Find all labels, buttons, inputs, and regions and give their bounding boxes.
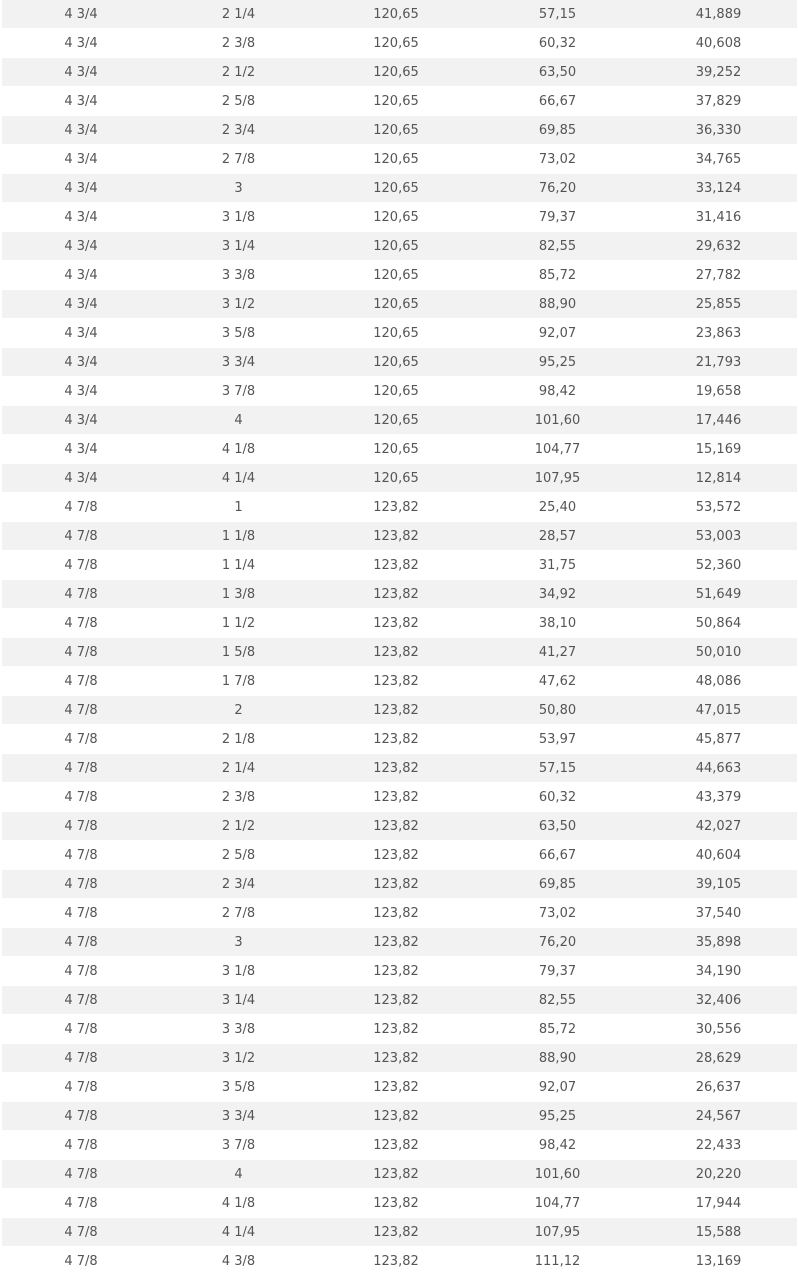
table-cell: 30,556 xyxy=(640,1015,797,1044)
table-cell: 4 3/4 xyxy=(2,174,160,203)
table-row xyxy=(2,1160,797,1189)
table-row xyxy=(2,319,797,348)
table-cell: 35,898 xyxy=(640,928,797,957)
table-cell: 15,588 xyxy=(640,1218,797,1247)
table-cell: 53,572 xyxy=(640,493,797,522)
table-cell: 76,20 xyxy=(475,174,640,203)
table-cell: 73,02 xyxy=(475,899,640,928)
table-cell: 53,97 xyxy=(475,725,640,754)
table-cell: 21,793 xyxy=(640,348,797,377)
table-row xyxy=(2,870,797,899)
table-cell: 4 7/8 xyxy=(2,841,160,870)
table-cell: 120,65 xyxy=(317,435,475,464)
table-row xyxy=(2,580,797,609)
table-cell: 2 3/4 xyxy=(160,116,317,145)
table-cell: 27,782 xyxy=(640,261,797,290)
table-cell: 4 3/4 xyxy=(2,464,160,493)
table-cell: 120,65 xyxy=(317,58,475,87)
table-cell: 79,37 xyxy=(475,203,640,232)
table-cell: 50,864 xyxy=(640,609,797,638)
table-cell: 73,02 xyxy=(475,145,640,174)
table-row xyxy=(2,1247,797,1276)
table-cell: 40,608 xyxy=(640,29,797,58)
table-cell: 25,40 xyxy=(475,493,640,522)
table-cell: 63,50 xyxy=(475,812,640,841)
table-cell: 2 1/8 xyxy=(160,725,317,754)
table-cell: 28,629 xyxy=(640,1044,797,1073)
table-cell: 123,82 xyxy=(317,725,475,754)
table-cell: 101,60 xyxy=(475,406,640,435)
table-row xyxy=(2,841,797,870)
table-cell: 123,82 xyxy=(317,928,475,957)
table-cell: 1 1/2 xyxy=(160,609,317,638)
table-row xyxy=(2,116,797,145)
table-cell: 88,90 xyxy=(475,290,640,319)
table-cell: 4 3/4 xyxy=(2,406,160,435)
table-cell: 123,82 xyxy=(317,1160,475,1189)
table-cell: 34,765 xyxy=(640,145,797,174)
table-row xyxy=(2,725,797,754)
table-cell: 4 1/8 xyxy=(160,1189,317,1218)
table-cell: 82,55 xyxy=(475,232,640,261)
table-cell: 123,82 xyxy=(317,667,475,696)
table-cell: 3 5/8 xyxy=(160,319,317,348)
table-cell: 3 3/4 xyxy=(160,1102,317,1131)
table-cell: 12,814 xyxy=(640,464,797,493)
table-cell: 4 3/4 xyxy=(2,58,160,87)
table-cell: 4 3/4 xyxy=(2,29,160,58)
table-cell: 29,632 xyxy=(640,232,797,261)
table-cell: 34,92 xyxy=(475,580,640,609)
table-row xyxy=(2,928,797,957)
table-cell: 4 3/4 xyxy=(2,435,160,464)
table-row xyxy=(2,754,797,783)
table-cell: 47,015 xyxy=(640,696,797,725)
table-cell: 40,604 xyxy=(640,841,797,870)
table-cell: 17,446 xyxy=(640,406,797,435)
table-cell: 120,65 xyxy=(317,348,475,377)
table-cell: 4 3/4 xyxy=(2,261,160,290)
table-cell: 2 1/2 xyxy=(160,812,317,841)
table-row xyxy=(2,58,797,87)
table-cell: 34,190 xyxy=(640,957,797,986)
table-cell: 4 7/8 xyxy=(2,725,160,754)
table-cell: 85,72 xyxy=(475,261,640,290)
table-cell: 4 3/4 xyxy=(2,0,160,29)
table-row xyxy=(2,232,797,261)
table-cell: 45,877 xyxy=(640,725,797,754)
table-cell: 4 7/8 xyxy=(2,696,160,725)
table-cell: 120,65 xyxy=(317,174,475,203)
table-cell: 3 1/8 xyxy=(160,957,317,986)
table-row xyxy=(2,1102,797,1131)
table-cell: 24,567 xyxy=(640,1102,797,1131)
table-cell: 4 7/8 xyxy=(2,1160,160,1189)
table-cell: 33,124 xyxy=(640,174,797,203)
table-cell: 120,65 xyxy=(317,116,475,145)
table-cell: 123,82 xyxy=(317,899,475,928)
table-cell: 123,82 xyxy=(317,1073,475,1102)
table-cell: 4 7/8 xyxy=(2,638,160,667)
table-cell: 4 1/4 xyxy=(160,464,317,493)
table-cell: 4 7/8 xyxy=(2,1189,160,1218)
table-cell: 123,82 xyxy=(317,841,475,870)
table-row xyxy=(2,145,797,174)
table-cell: 4 3/4 xyxy=(2,232,160,261)
table-cell: 4 1/4 xyxy=(160,1218,317,1247)
table-cell: 4 3/8 xyxy=(160,1247,317,1276)
table-cell: 66,67 xyxy=(475,841,640,870)
table-cell: 4 7/8 xyxy=(2,1218,160,1247)
table-cell: 107,95 xyxy=(475,1218,640,1247)
table-cell: 120,65 xyxy=(317,87,475,116)
table-row xyxy=(2,638,797,667)
table-cell: 120,65 xyxy=(317,406,475,435)
table-cell: 3 7/8 xyxy=(160,1131,317,1160)
table-cell: 4 7/8 xyxy=(2,986,160,1015)
table-row xyxy=(2,667,797,696)
table-cell: 50,010 xyxy=(640,638,797,667)
table-row xyxy=(2,435,797,464)
table-cell: 4 3/4 xyxy=(2,319,160,348)
table-cell: 123,82 xyxy=(317,812,475,841)
table-cell: 2 3/8 xyxy=(160,29,317,58)
table-cell: 2 3/8 xyxy=(160,783,317,812)
table-cell: 2 xyxy=(160,696,317,725)
table-cell: 39,252 xyxy=(640,58,797,87)
table-row xyxy=(2,87,797,116)
table-cell: 123,82 xyxy=(317,1218,475,1247)
table-cell: 51,649 xyxy=(640,580,797,609)
table-cell: 3 xyxy=(160,174,317,203)
table-cell: 123,82 xyxy=(317,1102,475,1131)
table-cell: 66,67 xyxy=(475,87,640,116)
table-cell: 98,42 xyxy=(475,1131,640,1160)
table-cell: 4 7/8 xyxy=(2,609,160,638)
table-row xyxy=(2,203,797,232)
table-cell: 4 7/8 xyxy=(2,1102,160,1131)
table-cell: 4 7/8 xyxy=(2,1015,160,1044)
table-cell: 4 7/8 xyxy=(2,667,160,696)
table-cell: 1 7/8 xyxy=(160,667,317,696)
table-row xyxy=(2,29,797,58)
table-cell: 60,32 xyxy=(475,29,640,58)
table-row xyxy=(2,406,797,435)
table-cell: 37,829 xyxy=(640,87,797,116)
table-row xyxy=(2,609,797,638)
table-cell: 4 3/4 xyxy=(2,377,160,406)
table-cell: 123,82 xyxy=(317,551,475,580)
table-cell: 4 3/4 xyxy=(2,348,160,377)
table-cell: 13,169 xyxy=(640,1247,797,1276)
table-cell: 44,663 xyxy=(640,754,797,783)
table-cell: 4 3/4 xyxy=(2,116,160,145)
table-row xyxy=(2,261,797,290)
table-cell: 52,360 xyxy=(640,551,797,580)
table-cell: 120,65 xyxy=(317,0,475,29)
table-cell: 4 xyxy=(160,406,317,435)
table-row xyxy=(2,696,797,725)
table-cell: 123,82 xyxy=(317,986,475,1015)
table-cell: 3 3/4 xyxy=(160,348,317,377)
table-cell: 123,82 xyxy=(317,1044,475,1073)
table-cell: 23,863 xyxy=(640,319,797,348)
table-cell: 69,85 xyxy=(475,870,640,899)
table-cell: 4 3/4 xyxy=(2,145,160,174)
table-cell: 85,72 xyxy=(475,1015,640,1044)
table-cell: 4 7/8 xyxy=(2,783,160,812)
table-row xyxy=(2,1044,797,1073)
table-cell: 43,379 xyxy=(640,783,797,812)
table-cell: 4 7/8 xyxy=(2,1073,160,1102)
table-cell: 3 5/8 xyxy=(160,1073,317,1102)
table-row xyxy=(2,493,797,522)
table-row xyxy=(2,377,797,406)
table-cell: 22,433 xyxy=(640,1131,797,1160)
table-cell: 123,82 xyxy=(317,754,475,783)
table-cell: 4 7/8 xyxy=(2,899,160,928)
table-cell: 3 1/8 xyxy=(160,203,317,232)
table-cell: 4 7/8 xyxy=(2,493,160,522)
table-cell: 98,42 xyxy=(475,377,640,406)
table-cell: 4 xyxy=(160,1160,317,1189)
table-cell: 3 xyxy=(160,928,317,957)
table-cell: 2 7/8 xyxy=(160,899,317,928)
table-cell: 4 7/8 xyxy=(2,754,160,783)
table-cell: 4 1/8 xyxy=(160,435,317,464)
table-cell: 31,75 xyxy=(475,551,640,580)
table-cell: 111,12 xyxy=(475,1247,640,1276)
table-cell: 4 7/8 xyxy=(2,812,160,841)
table-cell: 120,65 xyxy=(317,29,475,58)
table-cell: 123,82 xyxy=(317,1189,475,1218)
table-row xyxy=(2,1015,797,1044)
table-cell: 31,416 xyxy=(640,203,797,232)
table-row xyxy=(2,0,797,29)
table-cell: 95,25 xyxy=(475,348,640,377)
table-cell: 1 1/8 xyxy=(160,522,317,551)
table-cell: 42,027 xyxy=(640,812,797,841)
table-cell: 120,65 xyxy=(317,145,475,174)
table-cell: 2 1/2 xyxy=(160,58,317,87)
table-cell: 107,95 xyxy=(475,464,640,493)
table-cell: 47,62 xyxy=(475,667,640,696)
table-cell: 101,60 xyxy=(475,1160,640,1189)
table-row xyxy=(2,812,797,841)
table-cell: 3 1/2 xyxy=(160,290,317,319)
table-cell: 57,15 xyxy=(475,754,640,783)
table-cell: 120,65 xyxy=(317,464,475,493)
table-cell: 120,65 xyxy=(317,232,475,261)
table-cell: 48,086 xyxy=(640,667,797,696)
table-cell: 88,90 xyxy=(475,1044,640,1073)
table-cell: 3 1/2 xyxy=(160,1044,317,1073)
table-cell: 4 7/8 xyxy=(2,957,160,986)
table-cell: 39,105 xyxy=(640,870,797,899)
table-cell: 123,82 xyxy=(317,783,475,812)
table-cell: 120,65 xyxy=(317,377,475,406)
table-cell: 2 1/4 xyxy=(160,754,317,783)
table-cell: 123,82 xyxy=(317,580,475,609)
table-cell: 2 5/8 xyxy=(160,87,317,116)
table-cell: 123,82 xyxy=(317,1015,475,1044)
data-table xyxy=(2,0,797,1276)
table-cell: 15,169 xyxy=(640,435,797,464)
table-cell: 1 3/8 xyxy=(160,580,317,609)
table-row xyxy=(2,1218,797,1247)
table-cell: 2 1/4 xyxy=(160,0,317,29)
table-cell: 123,82 xyxy=(317,1131,475,1160)
table-cell: 4 7/8 xyxy=(2,870,160,899)
table-cell: 38,10 xyxy=(475,609,640,638)
data-table-container xyxy=(2,0,797,1276)
table-cell: 2 7/8 xyxy=(160,145,317,174)
table-cell: 4 3/4 xyxy=(2,203,160,232)
table-cell: 82,55 xyxy=(475,986,640,1015)
table-cell: 123,82 xyxy=(317,696,475,725)
table-cell: 123,82 xyxy=(317,493,475,522)
table-cell: 63,50 xyxy=(475,58,640,87)
table-cell: 120,65 xyxy=(317,319,475,348)
table-cell: 104,77 xyxy=(475,1189,640,1218)
table-cell: 76,20 xyxy=(475,928,640,957)
table-row xyxy=(2,1131,797,1160)
table-cell: 123,82 xyxy=(317,957,475,986)
table-body xyxy=(2,0,797,1276)
table-cell: 4 7/8 xyxy=(2,1247,160,1276)
table-cell: 53,003 xyxy=(640,522,797,551)
table-cell: 19,658 xyxy=(640,377,797,406)
table-row xyxy=(2,464,797,493)
table-cell: 79,37 xyxy=(475,957,640,986)
table-cell: 3 3/8 xyxy=(160,1015,317,1044)
table-cell: 123,82 xyxy=(317,609,475,638)
table-cell: 69,85 xyxy=(475,116,640,145)
table-cell: 4 7/8 xyxy=(2,1131,160,1160)
table-row xyxy=(2,522,797,551)
table-row xyxy=(2,899,797,928)
table-cell: 3 3/8 xyxy=(160,261,317,290)
table-cell: 4 3/4 xyxy=(2,290,160,319)
table-cell: 120,65 xyxy=(317,261,475,290)
table-cell: 92,07 xyxy=(475,319,640,348)
table-row xyxy=(2,551,797,580)
table-cell: 4 7/8 xyxy=(2,551,160,580)
table-row xyxy=(2,957,797,986)
table-row xyxy=(2,290,797,319)
table-cell: 123,82 xyxy=(317,870,475,899)
table-row xyxy=(2,1073,797,1102)
table-cell: 32,406 xyxy=(640,986,797,1015)
table-cell: 95,25 xyxy=(475,1102,640,1131)
table-cell: 25,855 xyxy=(640,290,797,319)
table-cell: 4 3/4 xyxy=(2,87,160,116)
table-cell: 28,57 xyxy=(475,522,640,551)
table-cell: 60,32 xyxy=(475,783,640,812)
table-cell: 4 7/8 xyxy=(2,522,160,551)
table-cell: 20,220 xyxy=(640,1160,797,1189)
table-cell: 2 3/4 xyxy=(160,870,317,899)
table-cell: 57,15 xyxy=(475,0,640,29)
table-cell: 120,65 xyxy=(317,290,475,319)
table-cell: 4 7/8 xyxy=(2,928,160,957)
table-cell: 41,27 xyxy=(475,638,640,667)
table-cell: 2 5/8 xyxy=(160,841,317,870)
table-row xyxy=(2,783,797,812)
table-cell: 3 1/4 xyxy=(160,986,317,1015)
table-cell: 1 1/4 xyxy=(160,551,317,580)
table-cell: 37,540 xyxy=(640,899,797,928)
table-row xyxy=(2,348,797,377)
table-cell: 123,82 xyxy=(317,522,475,551)
table-cell: 1 xyxy=(160,493,317,522)
table-cell: 3 1/4 xyxy=(160,232,317,261)
table-cell: 1 5/8 xyxy=(160,638,317,667)
table-row xyxy=(2,986,797,1015)
table-cell: 36,330 xyxy=(640,116,797,145)
table-cell: 50,80 xyxy=(475,696,640,725)
table-cell: 4 7/8 xyxy=(2,580,160,609)
table-cell: 26,637 xyxy=(640,1073,797,1102)
table-cell: 92,07 xyxy=(475,1073,640,1102)
table-cell: 17,944 xyxy=(640,1189,797,1218)
table-cell: 123,82 xyxy=(317,638,475,667)
table-cell: 4 7/8 xyxy=(2,1044,160,1073)
table-cell: 3 7/8 xyxy=(160,377,317,406)
table-cell: 104,77 xyxy=(475,435,640,464)
table-row xyxy=(2,1189,797,1218)
table-cell: 123,82 xyxy=(317,1247,475,1276)
table-row xyxy=(2,174,797,203)
table-cell: 41,889 xyxy=(640,0,797,29)
table-cell: 120,65 xyxy=(317,203,475,232)
